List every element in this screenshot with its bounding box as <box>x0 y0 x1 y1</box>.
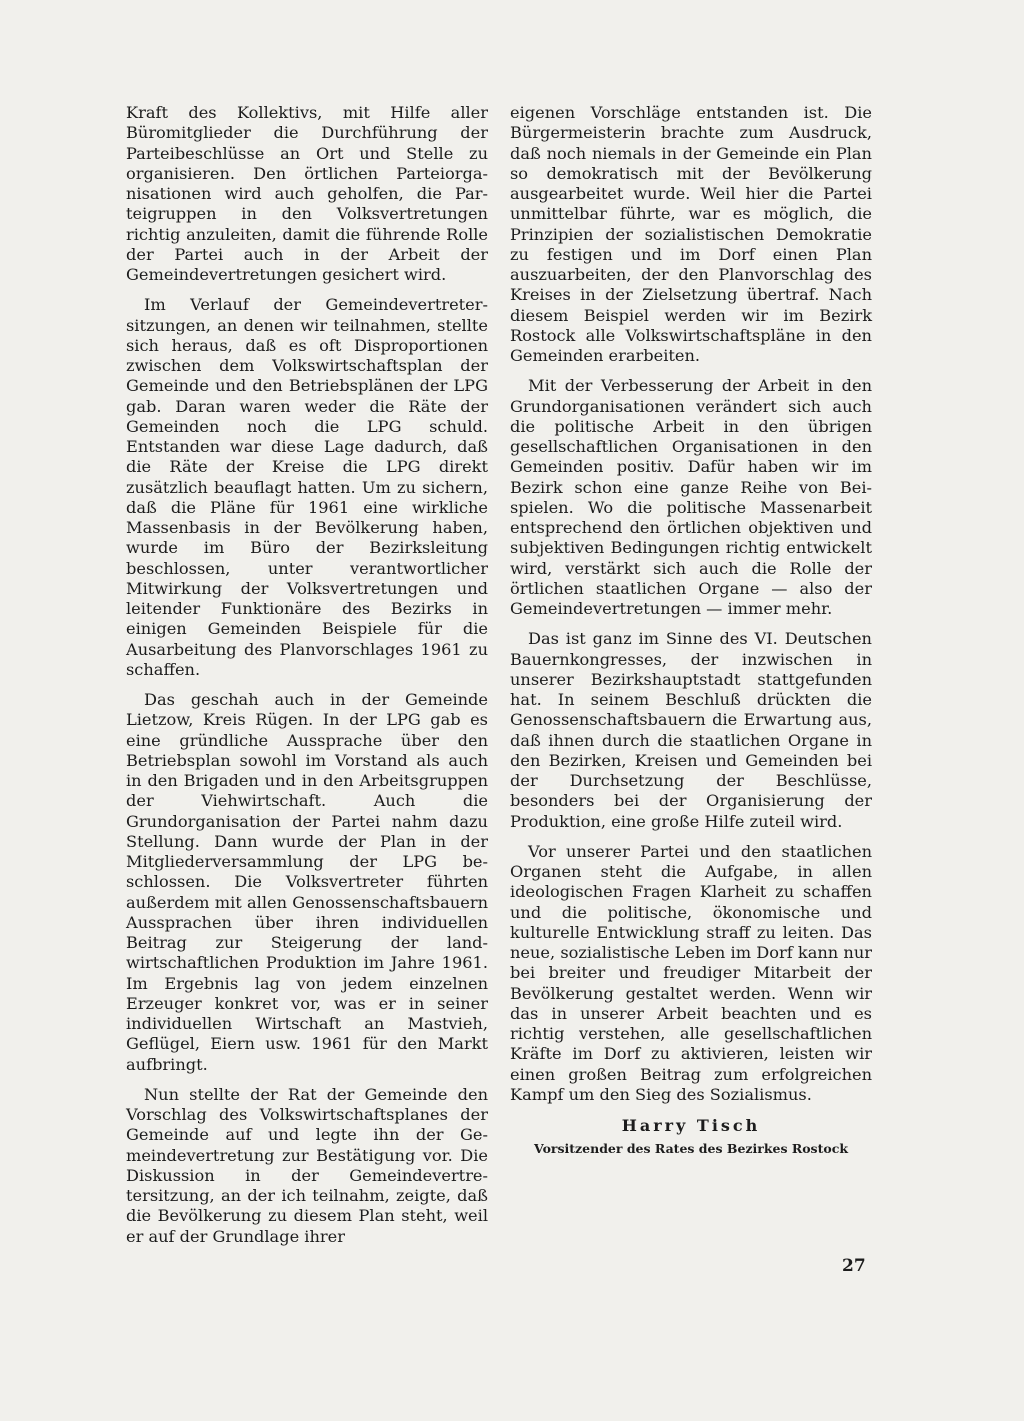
paragraph: Das geschah auch in der Gemeinde Lietzow, Kreis Rügen. In der LPG gab es eine gründliche Aussprache über den Betriebsplan sowohl im Vorstand als auch in den Brigaden und in den Arbeitsgruppen der Viehwirtschaft. Auch die Grundorganisation der Partei nahm dazu Stellung. Dann wurde der Plan in der Mitgliederversammlung der LPG beschlossen. Die Volksvertreter führten außerdem mit allen Genossenschaftsbauern Aussprachen über ihren individuellen Beitrag zur Steigerung der landwirtschaftlichen Produktion im Jahre 1961. Im Ergebnis lag von jedem einzelnen Erzeuger konkret vor, was er in seiner individuellen Wirtschaft an Mastvieh, Geflügel, Eiern usw. 1961 für den Markt aufbringt. <box>126 690 488 1074</box>
paragraph: Nun stellte der Rat der Gemeinde den Vorschlag des Volkswirtschaftsplanes der Gemeinde auf und legte ihn der Gemeindevertretung zur Bestätigung vor. Die Diskussion in der Gemeindevertretersitzung, an der ich teilnahm, zeigte, daß die Bevölkerung zu diesem Plan steht, weil er auf der Grundlage ihrer <box>126 1084 488 1246</box>
paragraph: Das ist ganz im Sinne des VI. Deutschen Bauernkongresses, der inzwischen in unserer Bezirkshauptstadt stattgefunden hat. In seinem Beschluß drückten die Genossenschaftsbauern die Erwartung aus, daß ihnen durch die staatlichen Organe in den Bezirken, Kreisen und Gemeinden bei der Durchsetzung der Beschlüsse, besonders bei der Organisierung der Produktion, eine große Hilfe zuteil wird. <box>510 629 872 831</box>
author-role: Vorsitzender des Rates des Bezirkes Rostock <box>534 1141 848 1156</box>
signature-block <box>510 1115 872 1159</box>
paragraph: Kraft des Kollektivs, mit Hilfe aller Büromitglieder die Durchführung der Parteibeschlüsse an Ort und Stelle zu organisieren. Den örtlichen Parteiorganisationen wird auch geholfen, die Parteigruppen in den Volksvertretungen richtig anzuleiten, damit die führende Rolle der Partei auch in der Arbeit der Gemeindevertretungen gesichert wird. <box>126 103 488 284</box>
page-number: 27 <box>842 1256 866 1276</box>
right-column <box>510 103 872 1159</box>
paragraph: Mit der Verbesserung der Arbeit in den Grundorganisationen verändert sich auch die politische Arbeit in den übrigen gesellschaftlichen Organisationen in den Gemeinden positiv. Dafür haben wir im Bezirk schon eine ganze Reihe von Beispielen. Wo die politische Massenarbeit entsprechend den örtlichen objektiven und subjektiven Bedingungen richtig entwickelt wird, verstärkt sich auch die Rolle der örtlichen staatlichen Organe — also der Gemeindevertretungen — immer mehr. <box>510 376 872 618</box>
paragraph: Im Verlauf der Gemeindevertretersitzungen, an denen wir teilnahmen, stellte sich heraus, daß es oft Disproportionen zwischen dem Volkswirtschaftsplan der Gemeinde und den Betriebsplänen der LPG gab. Daran waren weder die Räte der Gemeinden noch die LPG schuld. Entstanden war diese Lage dadurch, daß die Räte der Kreise die LPG direkt zusätzlich beauflagt hatten. Um zu sichern, daß die Pläne für 1961 eine wirkliche Massenbasis in der Bevölkerung haben, wurde im Büro der Bezirksleitung beschlossen, unter verantwortlicher Mitwirkung der Volksvertretungen und leitender Funktionäre des Bezirks in einigen Gemeinden Beispiele für die Ausarbeitung des Planvorschlages 1961 zu schaffen. <box>126 295 488 679</box>
paragraph: eigenen Vorschläge entstanden ist. Die Bürgermeisterin brachte zum Ausdruck, daß noch niemals in der Gemeinde ein Plan so demokratisch mit der Bevölkerung ausgearbeitet wurde. Weil hier die Partei unmittelbar führte, war es möglich, die Prinzipien der sozialistischen Demokratie zu festigen und im Dorf einen Plan auszuarbeiten, der den Planvorschlag des Kreises in der Zielsetzung übertraf. Nach diesem Beispiel werden wir im Bezirk Rostock alle Volkswirtschaftspläne in den Gemeinden erarbeiten. <box>510 103 872 365</box>
author-name: Harry Tisch <box>621 1116 761 1135</box>
left-column <box>126 103 488 1257</box>
paragraph: Vor unserer Partei und den staatlichen Organen steht die Aufgabe, in allen ideologischen Fragen Klarheit zu schaffen und die politische, ökonomische und kulturelle Entwicklung straff zu leiten. Das neue, sozialistische Leben im Dorf kann nur bei breiter und freudiger Mitarbeit der Bevölkerung gestaltet werden. Wenn wir das in unserer Arbeit beachten und es richtig verstehen, alle gesellschaftlichen Kräfte im Dorf zu aktivieren, leisten wir einen großen Beitrag zum erfolgreichen Kampf um den Sieg des Sozialismus. <box>510 841 872 1104</box>
